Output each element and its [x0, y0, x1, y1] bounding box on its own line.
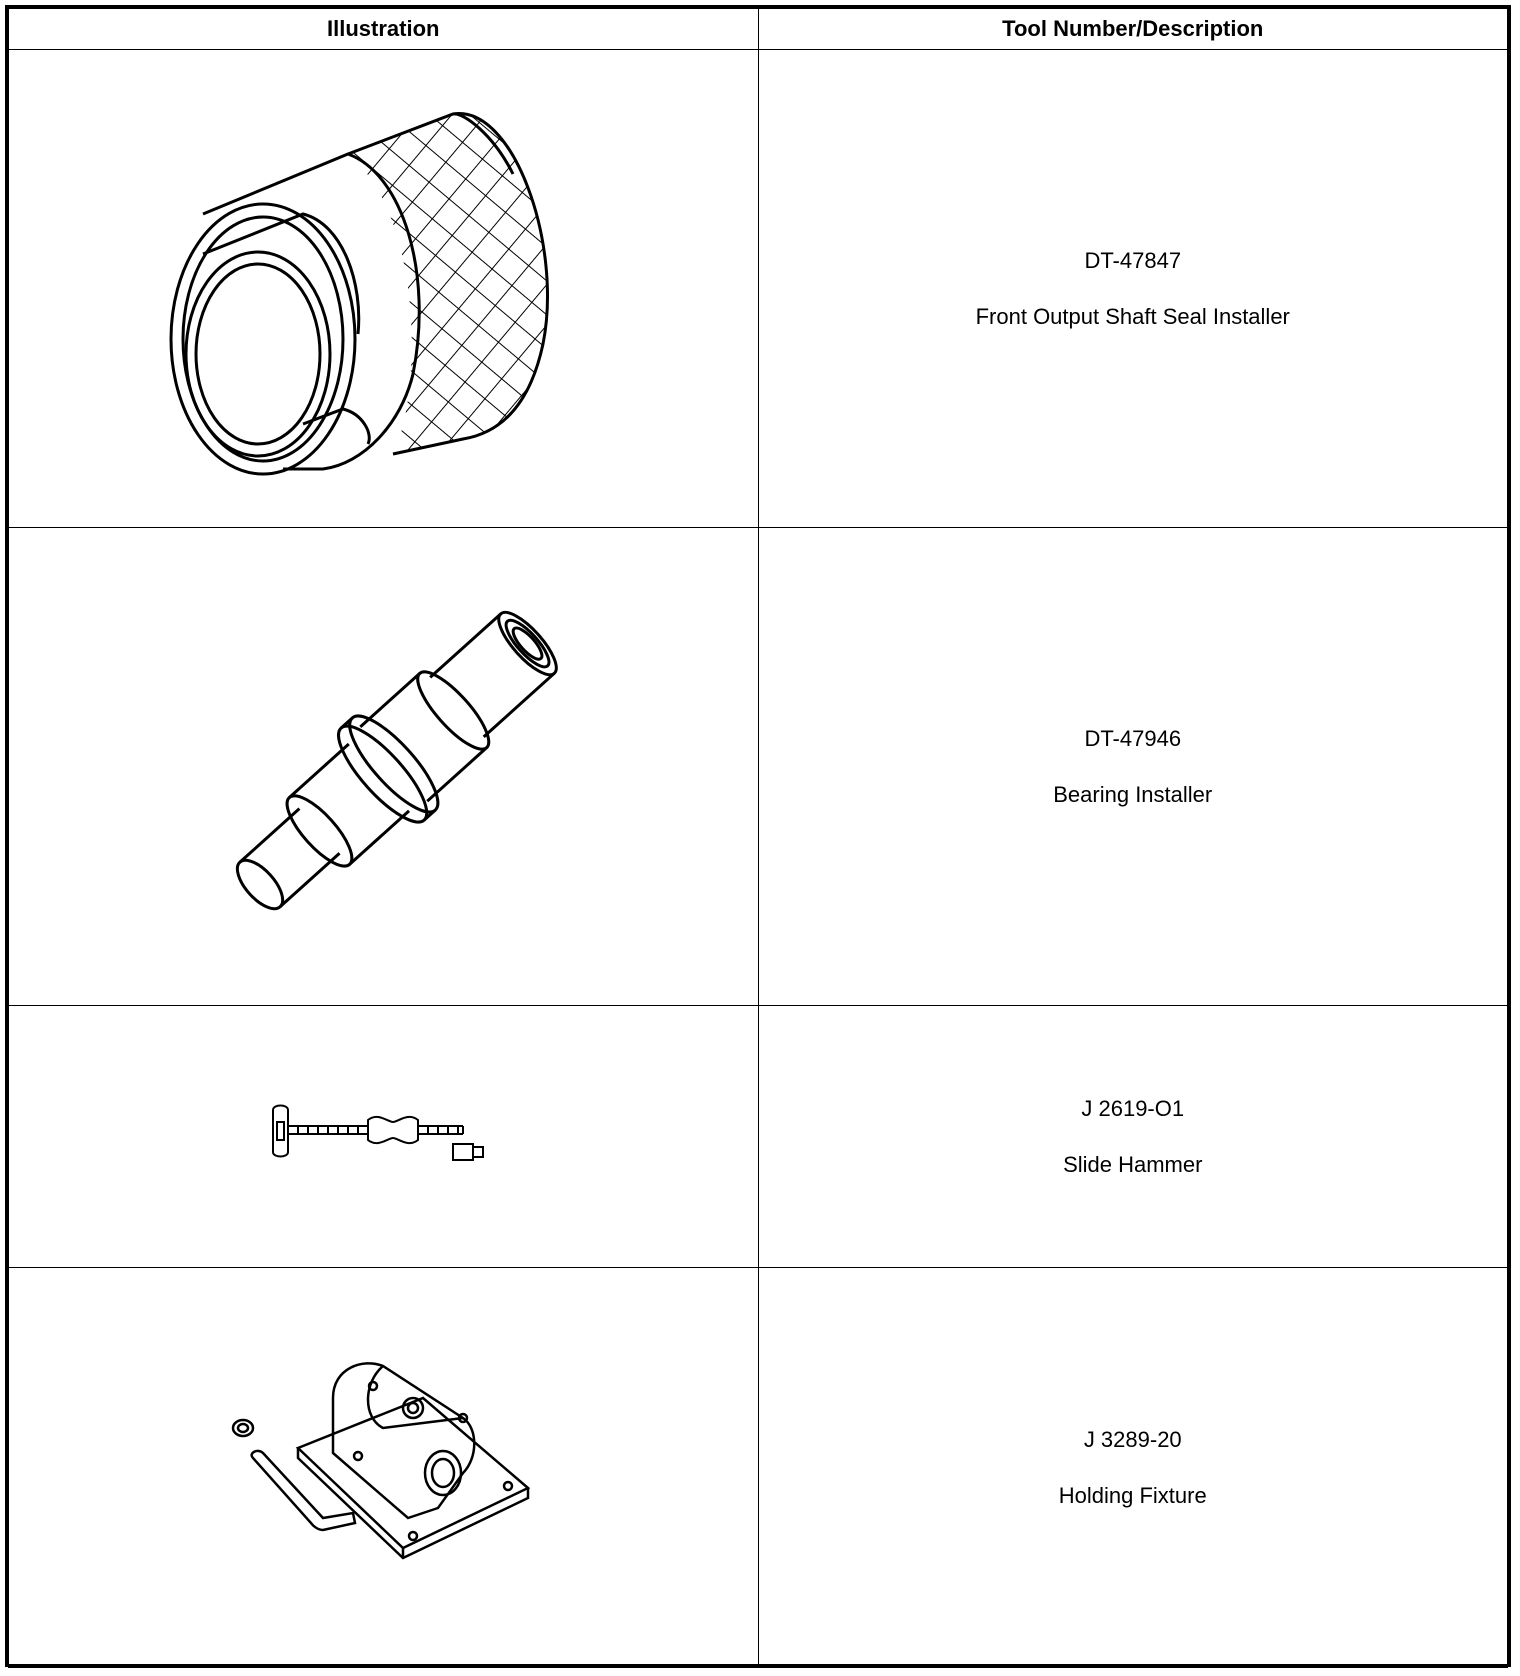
illustration-cell: [9, 50, 759, 528]
tool-table-page: [5, 5, 1511, 1667]
description-cell: [758, 528, 1508, 1006]
tool-number: DT-47946: [1084, 725, 1182, 751]
holding-fixture-icon: [223, 1358, 543, 1578]
description-cell: [758, 50, 1508, 528]
bearing-installer-icon: [173, 552, 593, 982]
tool-description: Holding Fixture: [1058, 1482, 1207, 1508]
tool-description: Bearing Installer: [1053, 781, 1213, 807]
tool-description: Slide Hammer: [1063, 1151, 1203, 1177]
header-illustration: Illustration: [9, 9, 759, 50]
illustration-cell: [9, 528, 759, 1006]
tool-number: DT-47847: [1084, 247, 1182, 273]
illustration-cell: [9, 1006, 759, 1268]
tool-number: J 2619-O1: [1081, 1095, 1185, 1121]
slide-hammer-icon: [268, 1102, 498, 1172]
table-row: [9, 528, 1508, 1006]
header-tool-number-description: Tool Number/Description: [758, 9, 1508, 50]
illustration-cell: [9, 1268, 759, 1668]
tool-number: J 3289-20: [1083, 1426, 1182, 1452]
special-tools-table: [8, 8, 1508, 1668]
table-row: [9, 1006, 1508, 1268]
description-cell: [758, 1268, 1508, 1668]
description-cell: [758, 1006, 1508, 1268]
table-row: [9, 1268, 1508, 1668]
table-row: [9, 50, 1508, 528]
table-header-row: [9, 9, 1508, 50]
tool-description: Front Output Shaft Seal Installer: [975, 303, 1290, 329]
seal-installer-icon: [163, 94, 603, 484]
